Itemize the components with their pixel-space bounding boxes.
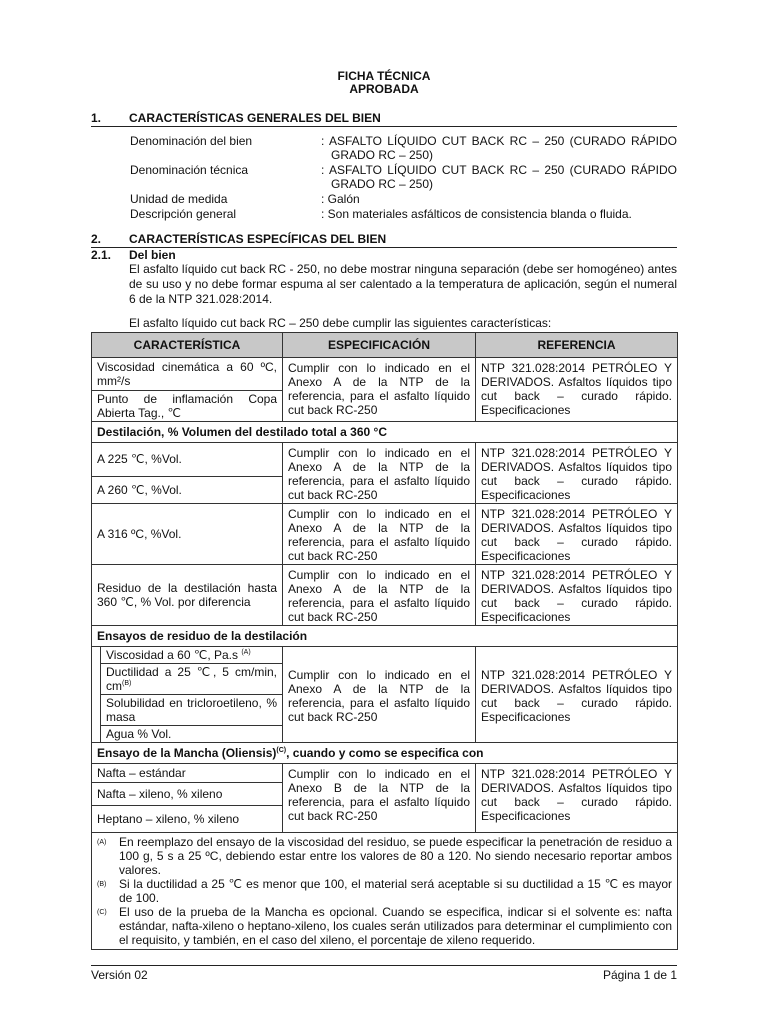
section1-title: CARACTERÍSTICAS GENERALES DEL BIEN	[129, 111, 381, 125]
ref-cell: NTP 321.028:2014 PETRÓLEO Y DERIVADOS. Asfaltos líquidos tipo cut back – curado rápido. Especificaciones	[476, 764, 678, 833]
table-header-row	[92, 333, 678, 358]
stain-title-suffix: , cuando y como se especifica con	[286, 746, 484, 760]
table-subheader-row	[92, 626, 678, 647]
table-row	[92, 358, 678, 391]
section2-title: CARACTERÍSTICAS ESPECÍFICAS DEL BIEN	[129, 232, 387, 246]
general-row	[130, 134, 677, 162]
stain-title-text: Ensayo de la Mancha (Oliensis)	[97, 746, 277, 760]
notes-cell	[92, 833, 678, 950]
stain-title	[92, 743, 678, 764]
paragraph-homogeneity: El asfalto líquido cut back RC - 250, no debe mostrar ninguna separación (debe ser homogéneo) antes de su uso y no debe formar espuma al ser calentado a la temperatura de aplicación, según el numeral 6 de la NTP 321.028:2014.	[129, 262, 677, 306]
section2-number: 2.	[91, 232, 102, 246]
ref-cell: NTP 321.028:2014 PETRÓLEO Y DERIVADOS. Asfaltos líquidos tipo cut back – curado rápido. Especificaciones	[476, 504, 678, 565]
char-stain-naphtha-xylene: Nafta – xileno, % xileno	[92, 783, 283, 806]
table-row	[92, 443, 678, 477]
table-row	[92, 565, 678, 626]
general-label: Denominación del bien	[130, 134, 253, 148]
spec-cell: Cumplir con lo indicado en el Anexo B de la NTP de la referencia, para el asfalto líquido cut back RC-250	[283, 764, 476, 833]
spec-cell: Cumplir con lo indicado en el Anexo A de la NTP de la referencia, para el asfalto líquido cut back RC-250	[283, 565, 476, 626]
distillation-title: Destilación, % Volumen del destilado total a 360 °C	[92, 422, 678, 443]
header-specification: ESPECIFICACIÓN	[283, 333, 476, 358]
table-row	[92, 504, 678, 565]
residue-viscosity-label: Viscosidad a 60 ℃, Pa.s	[106, 648, 238, 662]
residue-ductility-label: Ductilidad a 25 ℃, 5 cm/min, cm	[106, 665, 277, 693]
char-residue-ductility	[101, 664, 282, 695]
general-label: Unidad de medida	[130, 192, 228, 206]
note-c-mark: (C)	[97, 909, 107, 916]
ref-cell: NTP 321.028:2014 PETRÓLEO Y DERIVADOS. Asfaltos líquidos tipo cut back – curado rápido. Especificaciones	[476, 358, 678, 422]
note-c-text: El uso de la prueba de la Mancha es opcional. Cuando se especifica, indicar si el solvente es: nafta estándar, nafta-xileno o heptano-xileno, los cuales serán utilizados para determinar el cumplimiento con el requisito, y también, en el caso del xileno, el porcentaje de xileno requerido.	[119, 905, 672, 947]
note-mark-a: (A)	[241, 649, 251, 656]
char-dist-residue: Residuo de la destilación hasta 360 ℃, % Vol. por diferencia	[92, 565, 283, 626]
general-value: : Son materiales asfálticos de consistencia blanda o fluida.	[321, 207, 632, 221]
general-label: Denominación técnica	[130, 163, 249, 177]
table-row	[92, 647, 678, 743]
note-b-text: Si la ductilidad a 25 ℃ es menor que 100, el material será aceptable si su ductilidad a 15 ℃ es mayor de 100.	[119, 877, 672, 905]
char-stain-naphtha: Nafta – estándar	[92, 764, 283, 783]
ref-cell: NTP 321.028:2014 PETRÓLEO Y DERIVADOS. Asfaltos líquidos tipo cut back – curado rápido. Especificaciones	[476, 647, 678, 743]
spec-cell: Cumplir con lo indicado en el Anexo A de la NTP de la referencia, para el asfalto líquido cut back RC-250	[283, 443, 476, 504]
general-info	[130, 134, 677, 221]
char-flash-point: Punto de inflamación Copa Abierta Tag., ℃	[92, 391, 283, 422]
general-value: : Galón	[321, 192, 360, 206]
note-a	[97, 835, 672, 877]
table-row	[92, 764, 678, 783]
paragraph-intro-table: El asfalto líquido cut back RC – 250 debe cumplir las siguientes características:	[129, 316, 552, 330]
section1-number: 1.	[91, 111, 102, 125]
char-dist-260: A 260 ℃, %Vol.	[92, 476, 283, 503]
table-notes-row	[92, 833, 678, 950]
subsection-number: 2.1.	[91, 248, 112, 262]
general-row	[130, 207, 677, 221]
subsection-title: Del bien	[129, 248, 176, 262]
spec-cell: Cumplir con lo indicado en el Anexo A de la NTP de la referencia, para el asfalto líquido cut back RC-250	[283, 647, 476, 743]
note-a-text: En reemplazo del ensayo de la viscosidad del residuo, se puede especificar la penetración de residuo a 100 g, 5 s a 25 ºC, debiendo estar entre los valores de 80 a 120. No siendo necesario reportar ambos valores.	[119, 835, 672, 877]
char-dist-225: A 225 ℃, %Vol.	[92, 443, 283, 477]
section1-rule	[91, 126, 677, 127]
general-value: : ASFALTO LÍQUIDO CUT BACK RC – 250 (CURADO RÁPIDO GRADO RC – 250)	[321, 134, 677, 162]
note-b-mark: (B)	[97, 881, 107, 888]
general-value: : ASFALTO LÍQUIDO CUT BACK RC – 250 (CURADO RÁPIDO GRADO RC – 250)	[321, 163, 677, 191]
spec-table	[91, 332, 678, 950]
char-residue-water: Agua % Vol.	[106, 727, 172, 741]
general-row	[130, 163, 677, 191]
header-reference: REFERENCIA	[476, 333, 678, 358]
document-subtitle: APROBADA	[349, 82, 419, 96]
document-title: FICHA TÉCNICA	[337, 69, 431, 83]
residue-title: Ensayos de residuo de la destilación	[92, 626, 678, 647]
note-b	[97, 877, 672, 905]
footer-version: Versión 02	[91, 968, 148, 982]
spec-cell: Cumplir con lo indicado en el Anexo A de la NTP de la referencia, para el asfalto líquido cut back RC-250	[283, 358, 476, 422]
residue-items	[92, 647, 283, 743]
header-characteristic: CARACTERÍSTICA	[92, 333, 283, 358]
footer-rule	[91, 965, 677, 966]
char-stain-heptane-xylene: Heptano – xileno, % xileno	[92, 806, 283, 833]
char-viscosity: Viscosidad cinemática a 60 ºC, mm²/s	[92, 358, 283, 391]
spec-cell: Cumplir con lo indicado en el Anexo A de la NTP de la referencia, para el asfalto líquido cut back RC-250	[283, 504, 476, 565]
note-mark-b: (B)	[122, 680, 132, 687]
section2-rule	[91, 247, 677, 248]
ref-cell: NTP 321.028:2014 PETRÓLEO Y DERIVADOS. Asfaltos líquidos tipo cut back – curado rápido. Especificaciones	[476, 565, 678, 626]
general-label: Descripción general	[130, 207, 237, 221]
footer-page: Página 1 de 1	[602, 968, 677, 982]
table-subheader-row	[92, 743, 678, 764]
table-subheader-row	[92, 422, 678, 443]
general-row	[130, 192, 677, 206]
char-dist-316: A 316 ºC, %Vol.	[92, 504, 283, 565]
note-mark-c: (C)	[276, 747, 287, 754]
note-a-mark: (A)	[97, 839, 107, 846]
char-residue-viscosity	[101, 647, 282, 664]
char-residue-solubility: Solubilidad en tricloroetileno, % masa	[101, 695, 282, 726]
note-c	[97, 905, 672, 947]
ref-cell: NTP 321.028:2014 PETRÓLEO Y DERIVADOS. Asfaltos líquidos tipo cut back – curado rápido. Especificaciones	[476, 443, 678, 504]
